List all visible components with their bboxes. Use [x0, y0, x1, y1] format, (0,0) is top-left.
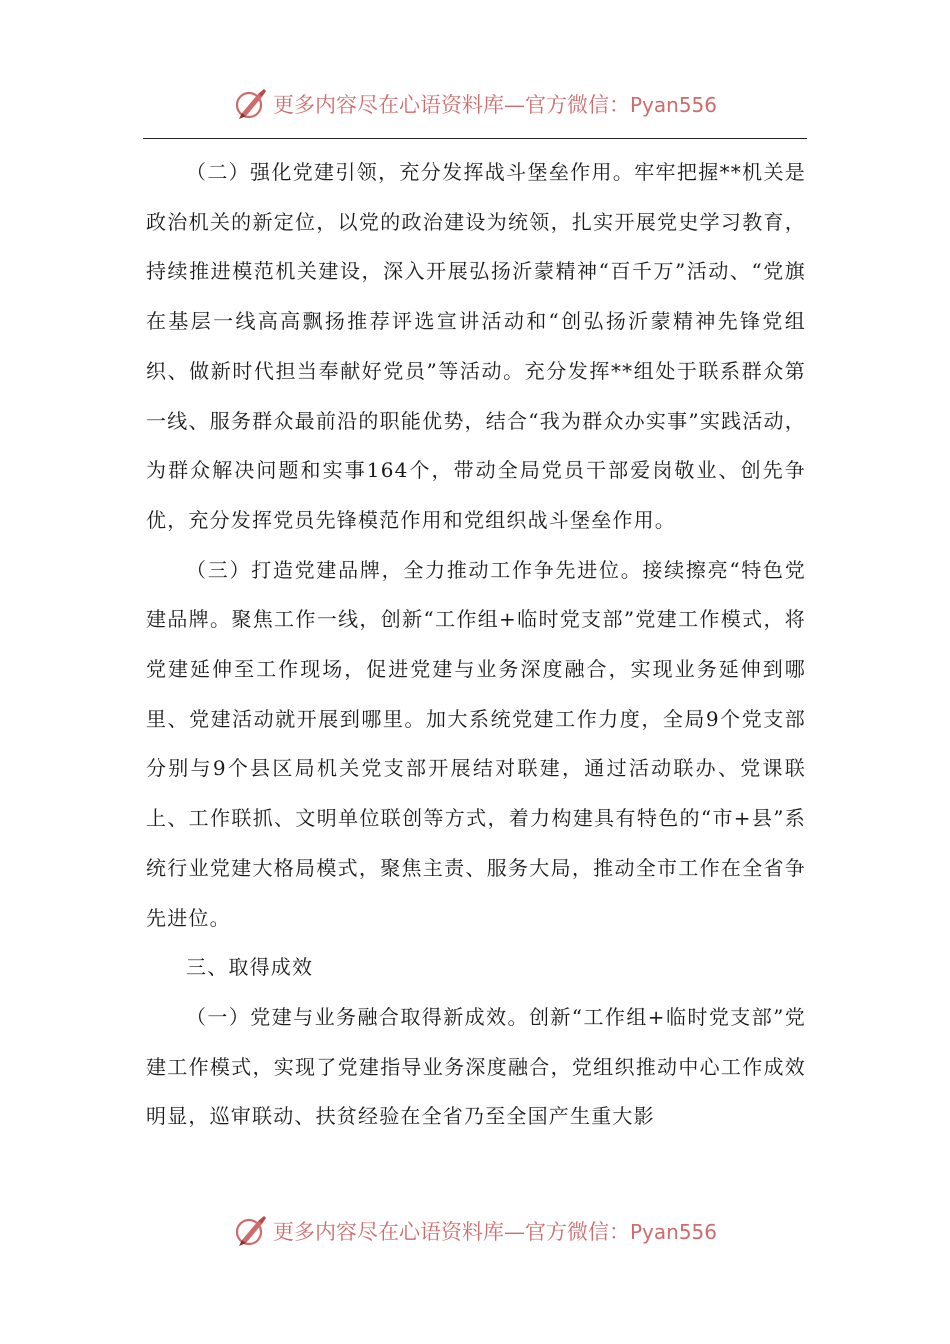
- paragraph-2-2: （二）强化党建引领，充分发挥战斗堡垒作用。牢牢把握**机关是政治机关的新定位，以党的政治建设为统领，扎实开展党史学习教育，持续推进模范机关建设，深入开展弘扬沂蒙精神“百千万”活动、“党旗在基层一线高高飘扬推荐评选宣讲活动和“创弘扬沂蒙精神先锋党组织、做新时代担当奉献好党员”等活动。充分发挥**组处于联系群众第一线、服务群众最前沿的职能优势，结合“我为群众办实事”实践活动，为群众解决问题和实事164个，带动全局党员干部爱岗敬业、创先争优，充分发挥党员先锋模范作用和党组织战斗堡垒作用。: [146, 160, 806, 532]
- pen-logo-icon: [233, 86, 269, 122]
- paragraph-2-3: （三）打造党建品牌，全力推动工作争先进位。接续擦亮“特色党建品牌。聚焦工作一线，创新“工作组+临时党支部”党建工作模式，将党建延伸至工作现场，促进党建与业务深度融合，实现业务延伸到哪里、党建活动就开展到哪里。加大系统党建工作力度，全局9个党支部分别与9个县区局机关党支部开展结对联建，通过活动联办、党课联上、工作联抓、文明单位联创等方式，着力构建具有特色的“市+县”系统行业党建大格局模式，聚焦主责、服务大局，推动全市工作在全省争先进位。: [146, 557, 806, 930]
- paragraph-3-1: （一）党建与业务融合取得新成效。创新“工作组+临时党支部”党建工作模式，实现了党建指导业务深度融合，党组织推动中心工作成效明显，巡审联动、扶贫经验在全省乃至全国产生重大影: [146, 1004, 806, 1129]
- document-body: [146, 148, 806, 1142]
- footer-watermark: [0, 1211, 950, 1251]
- header-watermark: [0, 84, 950, 124]
- pen-logo-icon: [233, 1213, 269, 1249]
- watermark-text: 更多内容尽在心语资料库—官方微信：Pyan556: [272, 1220, 717, 1244]
- section-heading-3: 三、取得成效: [186, 955, 314, 980]
- header-rule: [143, 138, 807, 139]
- watermark-text: 更多内容尽在心语资料库—官方微信：Pyan556: [272, 93, 717, 117]
